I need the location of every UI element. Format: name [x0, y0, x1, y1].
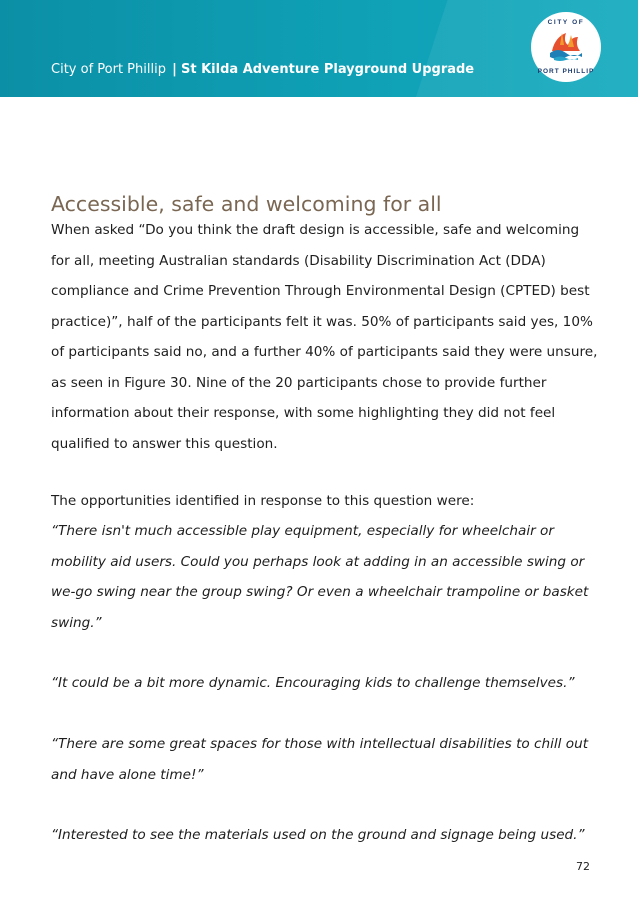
opportunities-lead: The opportunities identified in response to this question were:	[51, 493, 475, 509]
header-project: St Kilda Adventure Playground Upgrade	[181, 62, 475, 77]
section-heading: Accessible, safe and welcoming for all	[51, 192, 442, 216]
header-title	[51, 62, 474, 77]
logo-text-bottom: PORT PHILLIP	[537, 68, 595, 75]
page-header	[0, 0, 638, 97]
section-paragraph: When asked “Do you think the draft design is accessible, safe and welcoming for all, meeting Australian standards (Disability Discrimination Act (DDA) compliance and Crime Prevention Through Environmental Design (CPTED) best practice)”, half of the participants felt it was. 50% of participants said yes, 10% of participants said no, and a further 40% of participants said they were unsure, as seen in Figure 30. Nine of the 20 participants chose to provide further information about their response, with some highlighting they did not feel qualified to answer this question.	[51, 222, 598, 452]
quote-item: “There isn't much accessible play equipment, especially for wheelchair or mobility aid users. Could you perhaps look at adding in an accessible swing or we-go swing near the group swing? Or even a wheelchair trampoline or basket swing.”	[51, 523, 589, 631]
header-separator: |	[172, 62, 177, 77]
page-number: 72	[576, 860, 590, 873]
logo-text-top: CITY OF	[547, 19, 585, 26]
city-of-port-phillip-logo	[530, 11, 602, 83]
quote-item: “There are some great spaces for those with intellectual disabilities to chill out and have alone time!”	[51, 736, 589, 783]
quote-item: “Interested to see the materials used on the ground and signage being used.”	[51, 827, 585, 843]
quote-item: “It could be a bit more dynamic. Encouraging kids to challenge themselves.”	[51, 675, 575, 691]
header-org: City of Port Phillip	[51, 62, 166, 77]
